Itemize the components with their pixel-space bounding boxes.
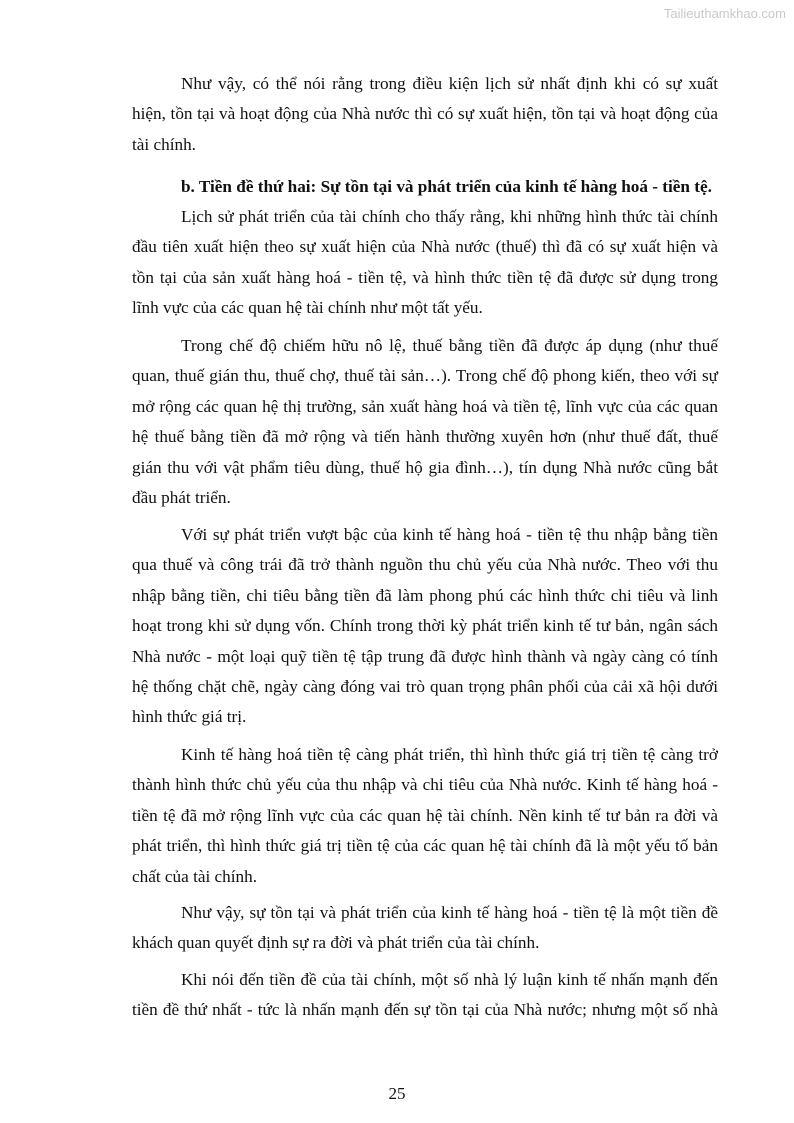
text-line: khách quan quyết định sự ra đời và phát triển của tài chính. (132, 933, 540, 953)
text-line: đầu tiên xuất hiện theo sự xuất hiện của Nhà nước (thuế) thì đã có sự xuất hiện và (132, 237, 718, 257)
text-line: nhập bằng tiền, chi tiêu bằng tiền đã làm phong phú các hình thức chi tiêu và linh (132, 585, 718, 605)
text-line: Kinh tế hàng hoá tiền tệ càng phát triển, thì hình thức giá trị tiền tệ càng trở (181, 745, 718, 764)
text-line: hệ thống chặt chẽ, ngày càng đóng vai trò quan trọng phân phối của cải xã hội dưới (132, 676, 718, 696)
text-line: quan, thuế gián thu, thuế chợ, thuế tài sản…). Trong chế độ phong kiến, theo với sự (132, 366, 718, 386)
text-line: Nhà nước - một loại quỹ tiền tệ tập trung đã được hình thành và ngày càng có tính (132, 646, 718, 666)
text-line: hiện, tồn tại và hoạt động của Nhà nước thì có sự xuất hiện, tồn tại và hoạt động của (132, 104, 718, 124)
text-line: Với sự phát triển vượt bậc của kinh tế hàng hoá - tiền tệ thu nhập bằng tiền (181, 525, 718, 544)
paragraph (132, 965, 718, 1026)
text-line: qua thuế và công trái đã trở thành nguồn thu chủ yếu của Nhà nước. Theo với thu (132, 555, 718, 575)
paragraph (132, 740, 718, 892)
text-line: hoạt trong khi sử dụng vốn. Chính trong thời kỳ phát triển kinh tế tư bản, ngân sách (132, 616, 718, 636)
text-line: hình thức giá trị. (132, 707, 247, 727)
paragraph (132, 520, 718, 733)
text-line: tiền tệ đã mở rộng lĩnh vực của các quan hệ tài chính. Nền kinh tế tư bản ra đời và (132, 805, 718, 825)
text-line: Như vậy, sự tồn tại và phát triển của kinh tế hàng hoá - tiền tệ là một tiền đề (181, 903, 718, 922)
text-line: tài chính. (132, 134, 196, 154)
text-line: Như vậy, có thể nói rằng trong điều kiện lịch sử nhất định khi có sự xuất (181, 74, 718, 93)
paragraph (132, 69, 718, 160)
paragraph (132, 331, 718, 513)
text-line: Lịch sử phát triển của tài chính cho thấy rằng, khi những hình thức tài chính (181, 207, 718, 226)
text-line: phát triển, thì hình thức giá trị tiền tệ của các quan hệ tài chính đã là một yếu tố bản (132, 836, 718, 856)
paragraph (132, 898, 718, 959)
text-line: tồn tại của sản xuất hàng hoá - tiền tệ, và hình thức tiền tệ đã được sử dụng trong (132, 267, 718, 287)
text-line: tiền đề thứ nhất - tức là nhấn mạnh đến sự tồn tại của Nhà nước; nhưng một số nhà (132, 1000, 718, 1020)
text-line: thành hình thức chủ yếu của thu nhập và chi tiêu của Nhà nước. Kinh tế hàng hoá - (132, 775, 718, 795)
text-line: hệ thuế bằng tiền đã mở rộng và tiến hành thường xuyên hơn (như thuế đất, thuế (132, 427, 718, 447)
text-line: lĩnh vực của các quan hệ tài chính như một tất yếu. (132, 298, 483, 318)
text-line: gián thu với vật phẩm tiêu dùng, thuế hộ gia đình…), tín dụng Nhà nước cũng bắt (132, 457, 718, 477)
text-line: chất của tài chính. (132, 866, 258, 886)
paragraph (132, 202, 718, 324)
text-line: Trong chế độ chiếm hữu nô lệ, thuế bằng tiền đã được áp dụng (như thuế (181, 336, 718, 355)
watermark: Tailieuthamkhao.com (663, 6, 786, 21)
text-line: đầu phát triển. (132, 487, 231, 507)
text-line: b. Tiền đề thứ hai: Sự tồn tại và phát triển của kinh tế hàng hoá - tiền tệ. (181, 177, 712, 196)
page-number: 25 (388, 1084, 406, 1103)
text-line: Khi nói đến tiền đề của tài chính, một số nhà lý luận kinh tế nhấn mạnh đến (181, 970, 718, 989)
section-heading (132, 172, 718, 202)
text-line: mở rộng các quan hệ thị trường, sản xuất hàng hoá và tiền tệ, lĩnh vực của các quan (132, 396, 718, 416)
